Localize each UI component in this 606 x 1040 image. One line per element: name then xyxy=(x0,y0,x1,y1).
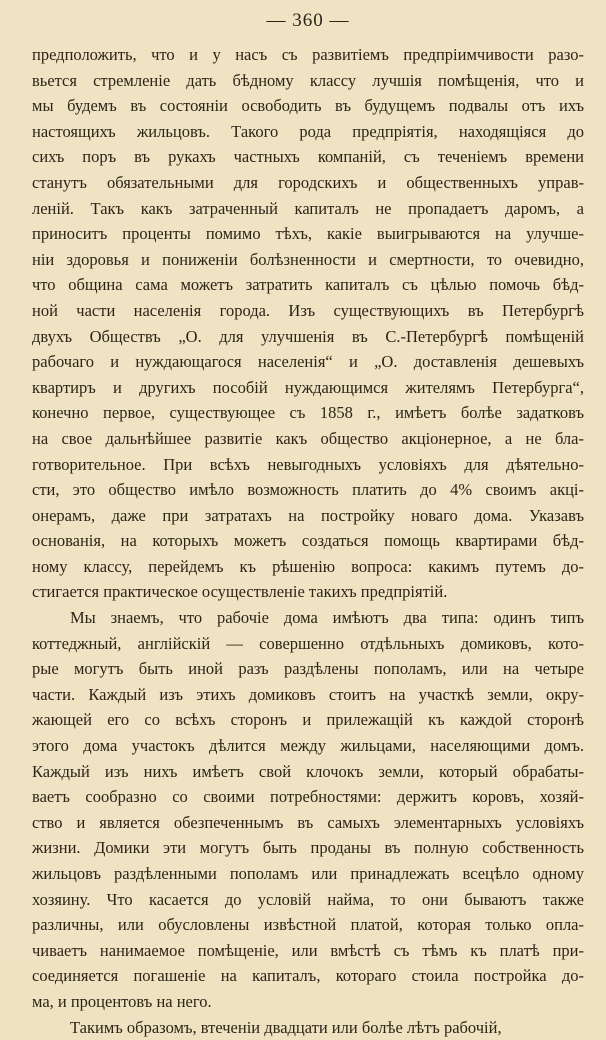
text-line: соединяется погашеніе на капиталъ, котораго стоила постройка до- xyxy=(32,966,584,986)
text-line: онерамъ, даже при затратахъ на постройку новаго дома. Указавъ xyxy=(32,505,584,525)
paragraph xyxy=(32,1015,584,1040)
text-line: ваетъ сообразно со своими потребностями: держитъ коровъ, хозяй- xyxy=(32,787,584,807)
text-line: предположить, что и у насъ съ развитіемъ предпріимчивости разо- xyxy=(32,45,584,64)
paragraph xyxy=(32,42,584,605)
text-line: Мы знаемъ, что рабочіе дома имѣютъ два типа: одинъ типъ xyxy=(70,608,584,628)
paragraph xyxy=(32,605,584,1015)
text-line: конечно первое, существующее съ 1858 г., имѣетъ болѣе задатковъ xyxy=(32,403,584,423)
text-line: мы будемъ въ состояніи освободить въ будущемъ подвалы отъ ихъ xyxy=(32,96,584,116)
text-line: готворительное. При всѣхъ невыгодныхъ условіяхъ для дѣятельно- xyxy=(32,454,584,474)
text-line: сихъ поръ въ рукахъ частныхъ компаній, съ теченіемъ времени xyxy=(32,147,584,167)
text-line: ніи здоровья и пониженіи болѣзненности и смертности, то очевидно, xyxy=(32,249,584,269)
text-line: Каждый изъ нихъ имѣетъ свой клочокъ земли, который обрабаты- xyxy=(32,761,584,781)
text-line: коттеджный, англійскій — совершенно отдѣльныхъ домиковъ, кото- xyxy=(32,633,584,653)
text-line: части. Каждый изъ этихъ домиковъ стоитъ на участкѣ земли, окру- xyxy=(32,684,584,704)
text-line: на свое дальнѣйшее развитіе какъ общество акціонерное, а не бла- xyxy=(32,428,584,448)
text-line: вьется стремленіе дать бѣдному классу лучшія помѣщенія, что и xyxy=(32,70,584,90)
text-line: рые могутъ быть иной разъ раздѣлены пополамъ, или на четыре xyxy=(32,659,584,679)
page-number: — 360 — xyxy=(266,10,350,31)
text-line: хозяину. Что касается до условій найма, то они бываютъ также xyxy=(32,889,584,909)
text-line: леній. Такъ какъ затраченный капиталъ не пропадаетъ даромъ, а xyxy=(32,198,584,218)
text-line: чиваетъ нанимаемое помѣщеніе, или вмѣстѣ съ тѣмъ къ платѣ при- xyxy=(32,940,584,960)
text-line: приноситъ проценты помимо тѣхъ, какіе выигрываются на улучше- xyxy=(32,224,584,244)
text-line: рабочаго и нуждающагося населенія“ и „О. доставленія дешевыхъ xyxy=(32,352,584,372)
text-line: жильцовъ раздѣленными пополамъ или принадлежать всецѣло одному xyxy=(32,864,584,883)
text-line: этого дома участокъ дѣлится между жильцами, населяющими домъ. xyxy=(32,736,584,756)
text-line: Такимъ образомъ, втеченіи двадцати или болѣе лѣтъ рабочій, xyxy=(70,1017,502,1037)
text-line: двухъ Обществъ „О. для улучшенія въ С.-Петербургѣ помѣщеній xyxy=(32,326,584,346)
text-line: настоящихъ жильцовъ. Такого рода предпріятія, находящіяся до xyxy=(32,121,584,141)
text-line: станутъ обязательными для городскихъ и общественныхъ управ- xyxy=(32,172,584,192)
text-line: ному классу, перейдемъ къ рѣшенію вопроса: какимъ путемъ до- xyxy=(32,556,584,576)
text-line: ной части населенія города. Изъ существующихъ въ Петербургѣ xyxy=(32,300,584,320)
text-line: ма, и процентовъ на него. xyxy=(32,991,212,1011)
text-line: различны, или обусловлены извѣстной платой, которая только опла- xyxy=(32,915,584,935)
text-line: жающей его со всѣхъ сторонъ и прилежащій къ каждой сторонѣ xyxy=(32,710,584,730)
text-line: квартиръ и другихъ пособій нуждающимся жителямъ Петербурга“, xyxy=(32,377,584,397)
text-line: ство и является обезпеченнымъ въ самыхъ элементарныхъ условіяхъ xyxy=(32,812,584,832)
text-line: основанія, на которыхъ можетъ создаться помощь квартирами бѣд- xyxy=(32,531,584,551)
body-text xyxy=(32,42,584,1040)
text-line: сти, это общество имѣло возможность платить до 4% своимъ акці- xyxy=(32,480,584,500)
text-line: что община сама можетъ затратить капиталъ съ цѣлью помочь бѣд- xyxy=(32,275,584,295)
text-line: жизни. Домики эти могутъ быть проданы въ полную собственность xyxy=(32,838,584,858)
text-line: стигается практическое осуществленіе такихъ предпріятій. xyxy=(32,582,448,602)
